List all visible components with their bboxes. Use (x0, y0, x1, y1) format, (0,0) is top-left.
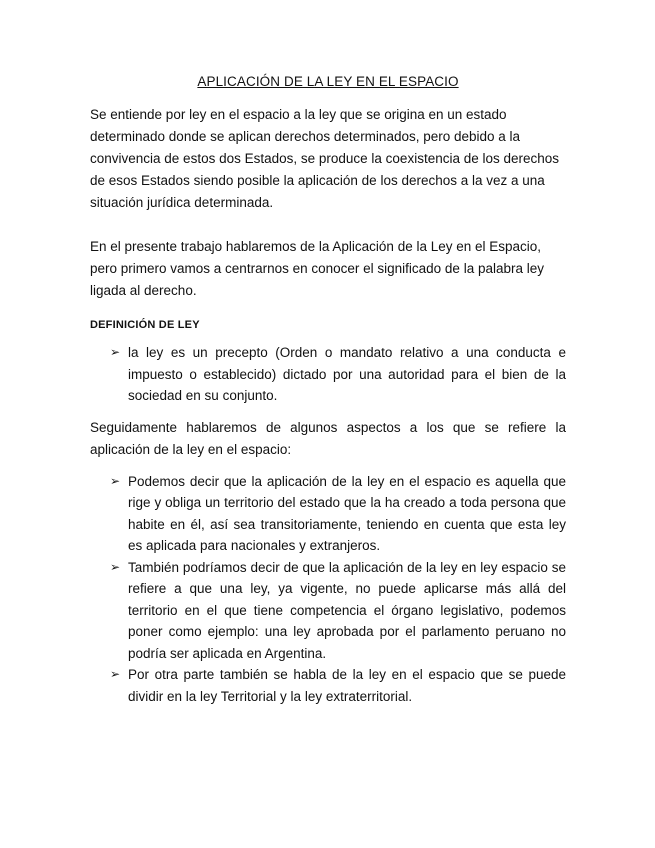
list-item-text: Podemos decir que la aplicación de la ley en el espacio es aquella que rige y obliga un territorio del estado que la ha creado a toda persona que habite en él, así sea transitoriamente, teniendo en cuenta que esta ley es aplicada para nacionales y extranjeros. (128, 473, 566, 553)
definition-heading: DEFINICIÓN DE LEY (90, 319, 200, 331)
paragraph-aspects-intro: Seguidamente hablaremos de algunos aspectos a los que se refiere la aplicación de la ley en el espacio: (90, 419, 566, 457)
aspects-list (90, 471, 566, 708)
list-item (90, 557, 566, 665)
list-item (90, 471, 566, 557)
document-page (90, 72, 566, 717)
document-title: APLICACIÓN DE LA LEY EN EL ESPACIO (197, 74, 459, 89)
definition-list (90, 342, 566, 407)
paragraph-intro: Se entiende por ley en el espacio a la ley que se origina en un estado determinado donde se aplican derechos determinados, pero debido a la convivencia de estos dos Estados, se produce la coexistencia de los derechos de esos Estados siendo posible la aplicación de los derechos a la vez a una situación jurídica determinada. (90, 107, 560, 210)
arrow-bullet-icon: ➢ (110, 559, 121, 574)
arrow-bullet-icon: ➢ (110, 473, 121, 488)
arrow-bullet-icon: ➢ (110, 345, 121, 359)
list-item (90, 664, 566, 707)
list-item-text: También podríamos decir de que la aplicación de la ley en ley espacio se refiere a que una ley, ya vigente, no puede aplicarse más allá del territorio en el que tiene competencia el órgano legislativo, podemos poner como ejemplo: una ley aprobada por el parlamento peruano no podría ser aplicada en Argentina. (128, 559, 566, 661)
paragraph-purpose: En el presente trabajo hablaremos de la Aplicación de la Ley en el Espacio, pero primero vamos a centrarnos en conocer el significado de la palabra ley ligada al derecho. (90, 239, 544, 298)
list-item-text: la ley es un precepto (Orden o mandato relativo a una conducta e impuesto o establecido) dictado por una autoridad para el bien de la sociedad en su conjunto. (128, 345, 566, 403)
list-item (90, 342, 566, 407)
arrow-bullet-icon: ➢ (110, 667, 121, 681)
list-item-text: Por otra parte también se habla de la ley en el espacio que se puede dividir en la ley Territorial y la ley extraterritorial. (128, 667, 566, 704)
